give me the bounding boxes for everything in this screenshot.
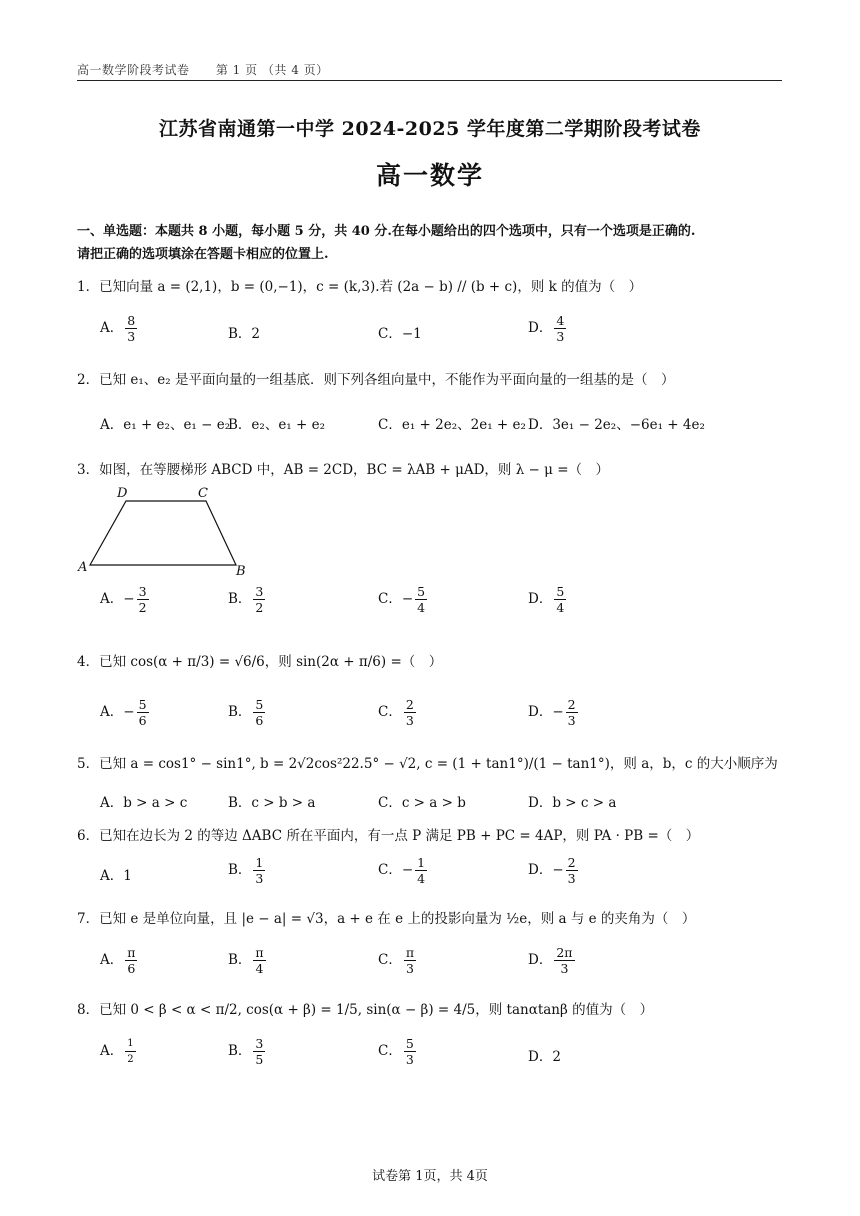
question-1: 1．已知向量 a = (2,1)，b = (0,−1)，c = (k,3).若 (2a − b) // (b + c)，则 k 的值为（ ） xyxy=(77,279,643,295)
q5-option-c: C．c > a > b xyxy=(378,795,466,811)
question-6: 6．已知在边长为 2 的等边 ΔABC 所在平面内，有一点 P 满足 PB + PC = 4AP，则 PA · PB =（ ） xyxy=(77,828,700,844)
fraction: $\frac{8}{3}$ xyxy=(127,313,136,344)
fraction: $\frac{3}{5}$ xyxy=(255,1036,264,1067)
fraction: $\frac{5}{6}$ xyxy=(138,697,147,728)
fraction: $\frac{\pi}{4}$ xyxy=(255,945,264,976)
q4-option-b: B． $\frac{5}{6}$ xyxy=(228,697,264,728)
fraction: $\frac{2}{3}$ xyxy=(567,697,576,728)
section-instructions-line1: 一、单选题：本题共 8 小题，每小题 5 分，共 40 分.在每小题给出的四个选项中，只有一个选项是正确的. xyxy=(77,224,696,239)
question-3: 3．如图，在等腰梯形 ABCD 中，AB = 2CD，BC = λAB + μAD，则 λ − μ =（ ） xyxy=(77,462,610,478)
q8-option-c: C． $\frac{5}{3}$ xyxy=(378,1036,414,1067)
q3-option-b: B． $\frac{3}{2}$ xyxy=(228,584,264,615)
header-page-info: 第 1 页 （共 4 页） xyxy=(215,63,329,77)
question-2: 2．已知 e₁、e₂ 是平面向量的一组基底．则下列各组向量中，不能作为平面向量的一组基的是（ ） xyxy=(77,372,675,388)
q8-option-a: A． $\frac{1}{2}$ xyxy=(100,1038,134,1065)
header-exam-name: 高一数学阶段考试卷 xyxy=(77,63,190,77)
fraction: $\frac{5}{6}$ xyxy=(255,697,264,728)
q1-option-d: D． $\frac{4}{3}$ xyxy=(528,313,565,344)
exam-title: 江苏省南通第一中学 2024-2025 学年度第二学期阶段考试卷 xyxy=(159,118,701,140)
q2-option-a: A．e₁ + e₂、e₁ − e₂ xyxy=(100,417,231,433)
q6-option-b: B． $\frac{1}{3}$ xyxy=(228,855,264,886)
section-instructions-line2: 请把正确的选项填涂在答题卡相应的位置上. xyxy=(77,247,329,262)
question-8: 8．已知 0 < β < α < π/2, cos(α + β) = 1/5, sin(α − β) = 4/5，则 tanαtanβ 的值为（ ） xyxy=(77,1002,654,1018)
fraction: $\frac{\pi}{3}$ xyxy=(405,945,415,976)
fraction: $\frac{5}{3}$ xyxy=(405,1036,414,1067)
q3-option-c: C．− $\frac{5}{4}$ xyxy=(378,584,426,615)
fraction: $\frac{3}{2}$ xyxy=(138,584,147,615)
fraction: $\frac{3}{2}$ xyxy=(255,584,264,615)
subject-title: 高一数学 xyxy=(375,161,484,190)
q6-option-a: A．1 xyxy=(100,868,132,884)
q3-option-a: A．− $\frac{3}{2}$ xyxy=(100,584,147,615)
fraction: $\frac{4}{3}$ xyxy=(556,313,565,344)
fraction: $\frac{1}{2}$ xyxy=(127,1038,134,1065)
q6-option-c: C．− $\frac{1}{4}$ xyxy=(378,855,426,886)
trapezoid-figure xyxy=(74,484,254,580)
q2-option-b: B．e₂、e₁ + e₂ xyxy=(228,417,326,433)
vertex-label-d: D xyxy=(117,486,128,501)
q5-option-a: A．b > a > c xyxy=(100,795,188,811)
q7-option-c: C． $\frac{\pi}{3}$ xyxy=(378,945,415,976)
q8-option-b: B． $\frac{3}{5}$ xyxy=(228,1036,264,1067)
fraction: $\frac{\pi}{6}$ xyxy=(127,945,136,976)
fraction: $\frac{2\pi}{3}$ xyxy=(556,945,573,976)
q2-option-d: D．3e₁ − 2e₂、−6e₁ + 4e₂ xyxy=(528,417,705,433)
q8-option-d: D．2 xyxy=(528,1049,561,1065)
q1-option-c: C．−1 xyxy=(378,326,422,342)
q5-option-d: D．b > c > a xyxy=(528,795,617,811)
q4-option-d: D．− $\frac{2}{3}$ xyxy=(528,697,576,728)
question-4: 4．已知 cos(α + π/3) = √6/6，则 sin(2α + π/6) =（ ） xyxy=(77,654,443,670)
q6-option-d: D．− $\frac{2}{3}$ xyxy=(528,855,576,886)
q7-option-d: D． $\frac{2\pi}{3}$ xyxy=(528,945,573,976)
q5-option-b: B．c > b > a xyxy=(228,795,316,811)
fraction: $\frac{2}{3}$ xyxy=(405,697,414,728)
fraction: $\frac{2}{3}$ xyxy=(567,855,576,886)
running-header xyxy=(77,61,351,78)
q4-option-c: C． $\frac{2}{3}$ xyxy=(378,697,414,728)
fraction: $\frac{1}{4}$ xyxy=(417,855,426,886)
q7-option-a: A． $\frac{\pi}{6}$ xyxy=(100,945,136,976)
q7-option-b: B． $\frac{\pi}{4}$ xyxy=(228,945,264,976)
q2-option-c: C．e₁ + 2e₂、2e₁ + e₂ xyxy=(378,417,526,433)
fraction: $\frac{1}{3}$ xyxy=(255,855,264,886)
q3-option-d: D． $\frac{5}{4}$ xyxy=(528,584,565,615)
page-footer: 试卷第 1页，共 4页 xyxy=(372,1169,488,1184)
fraction: $\frac{5}{4}$ xyxy=(417,584,426,615)
vertex-label-a: A xyxy=(78,560,88,575)
q4-option-a: A．− $\frac{5}{6}$ xyxy=(100,697,147,728)
vertex-label-c: C xyxy=(198,486,208,501)
q1-option-b: B．2 xyxy=(228,326,261,342)
trapezoid-abcd xyxy=(90,501,236,565)
question-5: 5．已知 a = cos1° − sin1°, b = 2√2cos²22.5° − √2, c = (1 + tan1°)/(1 − tan1°)，则 a，b，c 的大小顺序为 xyxy=(77,756,778,772)
header-rule xyxy=(77,80,782,81)
q1-option-a: A． $\frac{8}{3}$ xyxy=(100,313,136,344)
vertex-label-b: B xyxy=(236,564,246,579)
question-7: 7．已知 e 是单位向量，且 |e − a| = √3，a + e 在 e 上的投影向量为 ½e，则 a 与 e 的夹角为（ ） xyxy=(77,911,696,927)
fraction: $\frac{5}{4}$ xyxy=(556,584,565,615)
